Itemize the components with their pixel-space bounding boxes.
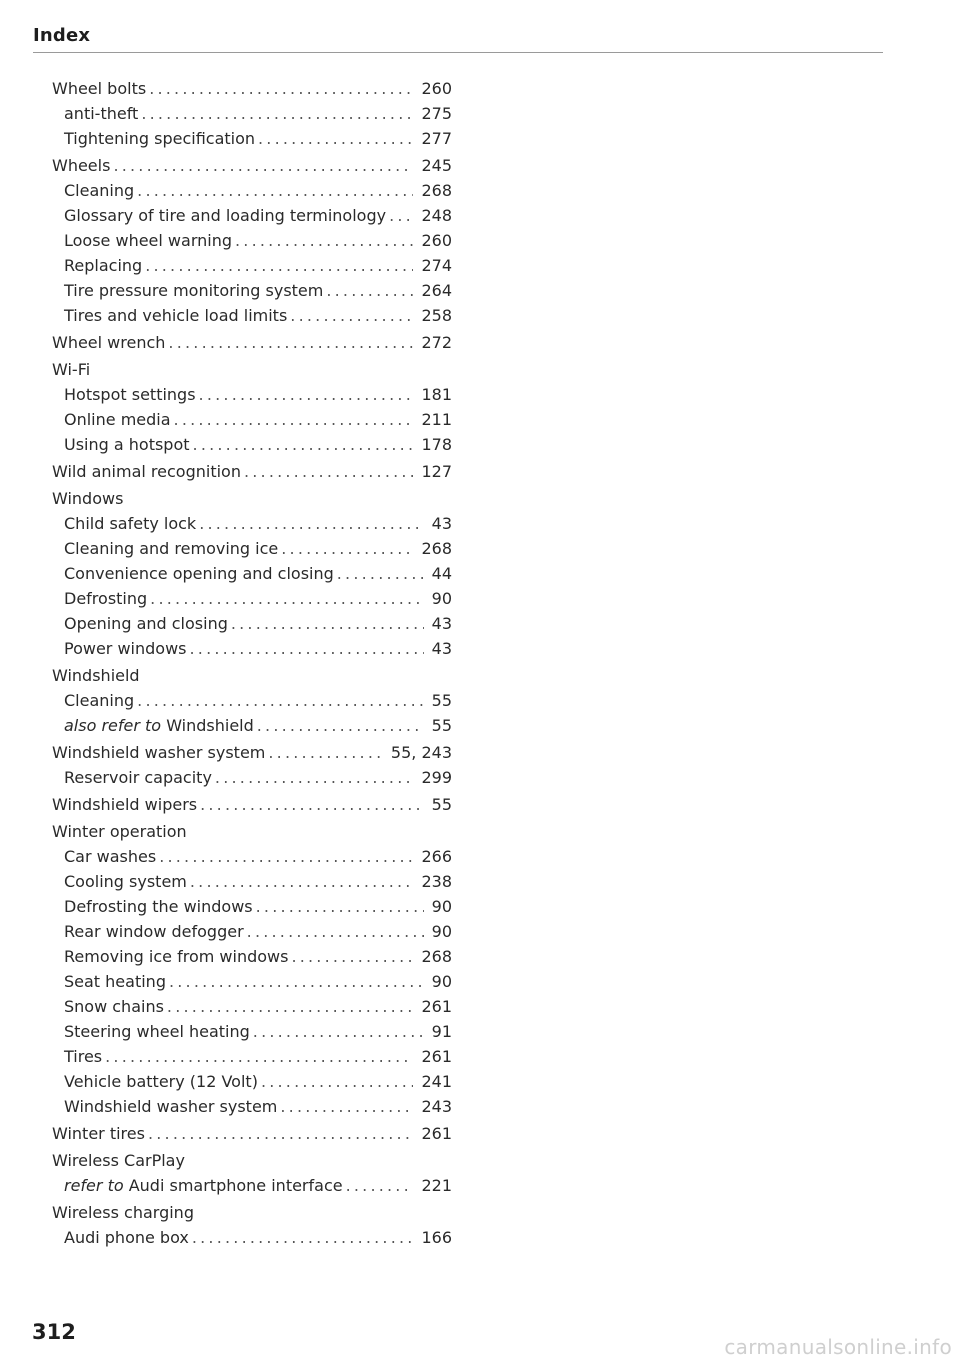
index-page-reference: 266	[421, 847, 452, 866]
dot-leader	[149, 76, 413, 101]
index-term-text: Rear window defogger	[64, 922, 244, 941]
index-term	[52, 663, 140, 688]
index-entry	[52, 740, 452, 765]
index-page-reference: 43	[431, 639, 452, 658]
dot-leader	[253, 1019, 424, 1044]
index-term	[64, 688, 134, 713]
dot-leader	[145, 253, 413, 278]
dot-leader	[290, 303, 413, 328]
index-term-text: Audi phone box	[64, 1228, 189, 1247]
index-subentry	[52, 1019, 452, 1044]
index-page-reference: 91	[431, 1022, 452, 1041]
index-page-reference: 241	[421, 1072, 452, 1091]
index-subentry	[52, 894, 452, 919]
dot-leader	[244, 459, 413, 484]
index-term-text: Wild animal recognition	[52, 462, 241, 481]
index-term	[64, 382, 196, 407]
index-term-text: Opening and closing	[64, 614, 228, 633]
index-term-text: Replacing	[64, 256, 143, 275]
index-term	[64, 228, 232, 253]
dot-leader	[150, 586, 423, 611]
index-subentry	[52, 407, 452, 432]
index-term-text: Power windows	[64, 639, 187, 658]
index-term	[64, 765, 212, 790]
index-entry	[52, 792, 452, 817]
index-page-reference: 261	[421, 997, 452, 1016]
index-term	[52, 486, 123, 511]
index-page-reference: 55	[431, 795, 452, 814]
index-subentry	[52, 994, 452, 1019]
index-term-text: Tires and vehicle load limits	[64, 306, 288, 325]
index-term	[64, 101, 138, 126]
index-subentry	[52, 919, 452, 944]
index-page-reference: 127	[421, 462, 452, 481]
index-term-text: Wheel bolts	[52, 79, 147, 98]
index-entry	[52, 663, 452, 688]
dot-leader	[291, 944, 413, 969]
index-term-text: Windows	[52, 489, 124, 508]
index-term-text: Glossary of tire and loading terminology	[64, 206, 387, 225]
index-term-text: Removing ice from windows	[64, 947, 289, 966]
dot-leader	[346, 1173, 414, 1198]
index-page-reference: 166	[421, 1228, 452, 1247]
index-term	[64, 869, 187, 894]
index-term	[64, 303, 287, 328]
index-term-text: Cooling system	[64, 872, 187, 891]
index-page-reference: 44	[431, 564, 452, 583]
index-subentry	[52, 636, 452, 661]
index-term	[52, 76, 146, 101]
index-term	[64, 407, 171, 432]
index-term-text: Online media	[64, 410, 171, 429]
index-term-text: Windshield washer system	[64, 1097, 278, 1116]
index-subentry	[52, 1225, 452, 1250]
dot-leader	[231, 611, 424, 636]
dot-leader	[190, 869, 414, 894]
dot-leader	[137, 688, 423, 713]
dot-leader	[105, 1044, 413, 1069]
index-page-reference: 90	[431, 589, 452, 608]
index-term	[52, 740, 265, 765]
index-term	[64, 278, 323, 303]
index-subentry	[52, 611, 452, 636]
index-entry	[52, 76, 452, 101]
index-subentry	[52, 1044, 452, 1069]
index-subentry	[52, 178, 452, 203]
index-term-text: Convenience opening and closing	[64, 564, 334, 583]
index-term-text: Child safety lock	[64, 514, 197, 533]
index-subentry	[52, 126, 452, 151]
index-term	[52, 153, 110, 178]
dot-leader	[199, 382, 414, 407]
index-term	[64, 1044, 102, 1069]
index-term-text: Steering wheel heating	[64, 1022, 250, 1041]
index-entry	[52, 330, 452, 355]
index-term-text: Tire pressure monitoring system	[64, 281, 324, 300]
index-page-reference: 90	[431, 922, 452, 941]
index-term	[52, 1121, 145, 1146]
index-term-text: Wheels	[52, 156, 111, 175]
index-subentry	[52, 511, 452, 536]
index-term-text: anti-theft	[64, 104, 139, 123]
index-term-text: Hotspot settings	[64, 385, 196, 404]
dot-leader	[159, 844, 413, 869]
dot-leader	[268, 740, 383, 765]
index-term-text: Wi-Fi	[52, 360, 91, 379]
index-term	[52, 1200, 194, 1225]
index-page-reference: 55, 243	[390, 743, 452, 762]
index-term-text: Windshield	[52, 666, 140, 685]
index-page-reference: 90	[431, 897, 452, 916]
index-page-reference: 258	[421, 306, 452, 325]
index-page-reference: 248	[421, 206, 452, 225]
index-term	[64, 1225, 189, 1250]
dot-leader	[168, 330, 413, 355]
index-entry	[52, 486, 452, 511]
dot-leader	[167, 994, 414, 1019]
index-page-reference: 43	[431, 614, 452, 633]
index-page-reference: 90	[431, 972, 452, 991]
index-page-reference: 221	[421, 1176, 452, 1195]
index-term	[64, 536, 278, 561]
index-term	[64, 561, 334, 586]
index-term	[64, 894, 253, 919]
index-term	[64, 126, 255, 151]
index-term	[64, 919, 244, 944]
dot-leader	[190, 636, 424, 661]
dot-leader	[281, 536, 413, 561]
index-entry	[52, 153, 452, 178]
index-term	[52, 459, 241, 484]
index-term-text: Wireless charging	[52, 1203, 194, 1222]
index-page-reference: 55	[431, 691, 452, 710]
index-subentry	[52, 536, 452, 561]
dot-leader	[137, 178, 413, 203]
index-term	[64, 203, 386, 228]
index-term	[64, 844, 156, 869]
index-subentry	[52, 561, 452, 586]
index-term-text: Winter operation	[52, 822, 187, 841]
index-term-text: Reservoir capacity	[64, 768, 212, 787]
index-page-reference: 260	[421, 79, 452, 98]
index-page-reference: 299	[421, 768, 452, 787]
dot-leader	[169, 969, 424, 994]
dot-leader	[215, 765, 414, 790]
index-subentry	[52, 1094, 452, 1119]
index-page-reference: 268	[421, 539, 452, 558]
dot-leader	[235, 228, 413, 253]
index-term	[64, 636, 187, 661]
dot-leader	[389, 203, 413, 228]
index-term	[64, 1069, 258, 1094]
index-entry	[52, 1200, 452, 1225]
index-term	[64, 511, 196, 536]
index-subentry	[52, 844, 452, 869]
index-term-text: Cleaning	[64, 181, 135, 200]
index-term-text: Using a hotspot	[64, 435, 190, 454]
index-page-reference: 178	[421, 435, 452, 454]
index-page-reference: 264	[421, 281, 452, 300]
page-number: 312	[32, 1320, 76, 1344]
index-term	[64, 969, 166, 994]
index-term	[64, 1019, 250, 1044]
dot-leader	[326, 278, 413, 303]
index-term-text: Defrosting the windows	[64, 897, 253, 916]
index-term-text: Loose wheel warning	[64, 231, 232, 250]
index-term-text: Seat heating	[64, 972, 166, 991]
index-page-reference: 181	[421, 385, 452, 404]
index-term-text: Audi smartphone interface	[128, 1176, 343, 1195]
index-term	[52, 792, 197, 817]
watermark: carmanualsonline.info	[724, 1335, 952, 1359]
cross-reference-prefix: also refer to	[64, 716, 162, 735]
index-subentry	[52, 869, 452, 894]
index-term-text: Tires	[64, 1047, 103, 1066]
index-page-reference: 55	[431, 716, 452, 735]
index-entry	[52, 1148, 452, 1173]
index-page-reference: 260	[421, 231, 452, 250]
index-term	[52, 1148, 185, 1173]
index-page-reference: 268	[421, 947, 452, 966]
index-subentry	[52, 1069, 452, 1094]
dot-leader	[113, 153, 413, 178]
index-subentry	[52, 382, 452, 407]
index-page-reference: 268	[421, 181, 452, 200]
index-subentry	[52, 765, 452, 790]
dot-leader	[258, 126, 413, 151]
index-term	[52, 330, 165, 355]
index-subentry	[52, 1173, 452, 1198]
index-term	[64, 432, 190, 457]
dot-leader	[256, 894, 424, 919]
index-term	[64, 713, 254, 738]
index-term	[64, 611, 228, 636]
index-term-text: Windshield wipers	[52, 795, 198, 814]
index-term-text: Windshield washer system	[52, 743, 266, 762]
dot-leader	[141, 101, 413, 126]
dot-leader	[247, 919, 424, 944]
index-term-text: Defrosting	[64, 589, 148, 608]
index-subentry	[52, 944, 452, 969]
index-term	[52, 819, 187, 844]
index-subentry	[52, 969, 452, 994]
index-page-reference: 261	[421, 1124, 452, 1143]
index-subentry	[52, 303, 452, 328]
dot-leader	[193, 432, 414, 457]
dot-leader	[337, 561, 424, 586]
index-term	[64, 586, 147, 611]
index-page-reference: 275	[421, 104, 452, 123]
index-term	[64, 1173, 343, 1198]
index-page-reference: 238	[421, 872, 452, 891]
index-subentry	[52, 203, 452, 228]
index-term-text: Windshield	[166, 716, 254, 735]
index-term-text: Cleaning and removing ice	[64, 539, 279, 558]
dot-leader	[199, 511, 423, 536]
index-subentry	[52, 432, 452, 457]
index-term-text: Cleaning	[64, 691, 135, 710]
index-subentry	[52, 101, 452, 126]
index-term	[64, 1094, 277, 1119]
index-entry	[52, 357, 452, 382]
index-subentry	[52, 713, 452, 738]
dot-leader	[257, 713, 424, 738]
index-page-reference: 274	[421, 256, 452, 275]
dot-leader	[280, 1094, 413, 1119]
index-term	[52, 357, 90, 382]
index-entry	[52, 819, 452, 844]
index-term-text: Vehicle battery (12 Volt)	[64, 1072, 258, 1091]
index-page-reference: 261	[421, 1047, 452, 1066]
index-entry	[52, 1121, 452, 1146]
index-term-text: Wheel wrench	[52, 333, 166, 352]
index-subentry	[52, 278, 452, 303]
index-subentry	[52, 228, 452, 253]
index-term	[64, 253, 142, 278]
index-subentry	[52, 688, 452, 713]
index-term-text: Tightening specification	[64, 129, 256, 148]
index-term	[64, 178, 134, 203]
dot-leader	[148, 1121, 413, 1146]
page-title: Index	[33, 25, 91, 46]
index-page-reference: 211	[421, 410, 452, 429]
index-entry	[52, 459, 452, 484]
index-term-text: Snow chains	[64, 997, 164, 1016]
dot-leader	[174, 407, 414, 432]
dot-leader	[200, 792, 424, 817]
index-page-reference: 245	[421, 156, 452, 175]
dot-leader	[261, 1069, 414, 1094]
index-subentry	[52, 586, 452, 611]
index-term	[64, 944, 288, 969]
index-page-reference: 243	[421, 1097, 452, 1116]
index-page-reference: 272	[421, 333, 452, 352]
index-term-text: Winter tires	[52, 1124, 145, 1143]
index-term-text: Car washes	[64, 847, 157, 866]
index-page-reference: 43	[431, 514, 452, 533]
index-page-reference: 277	[421, 129, 452, 148]
index-list	[52, 76, 452, 1250]
index-term-text: Wireless CarPlay	[52, 1151, 185, 1170]
cross-reference-prefix: refer to	[64, 1176, 124, 1195]
page-header	[33, 24, 883, 53]
index-subentry	[52, 253, 452, 278]
dot-leader	[192, 1225, 414, 1250]
index-term	[64, 994, 164, 1019]
